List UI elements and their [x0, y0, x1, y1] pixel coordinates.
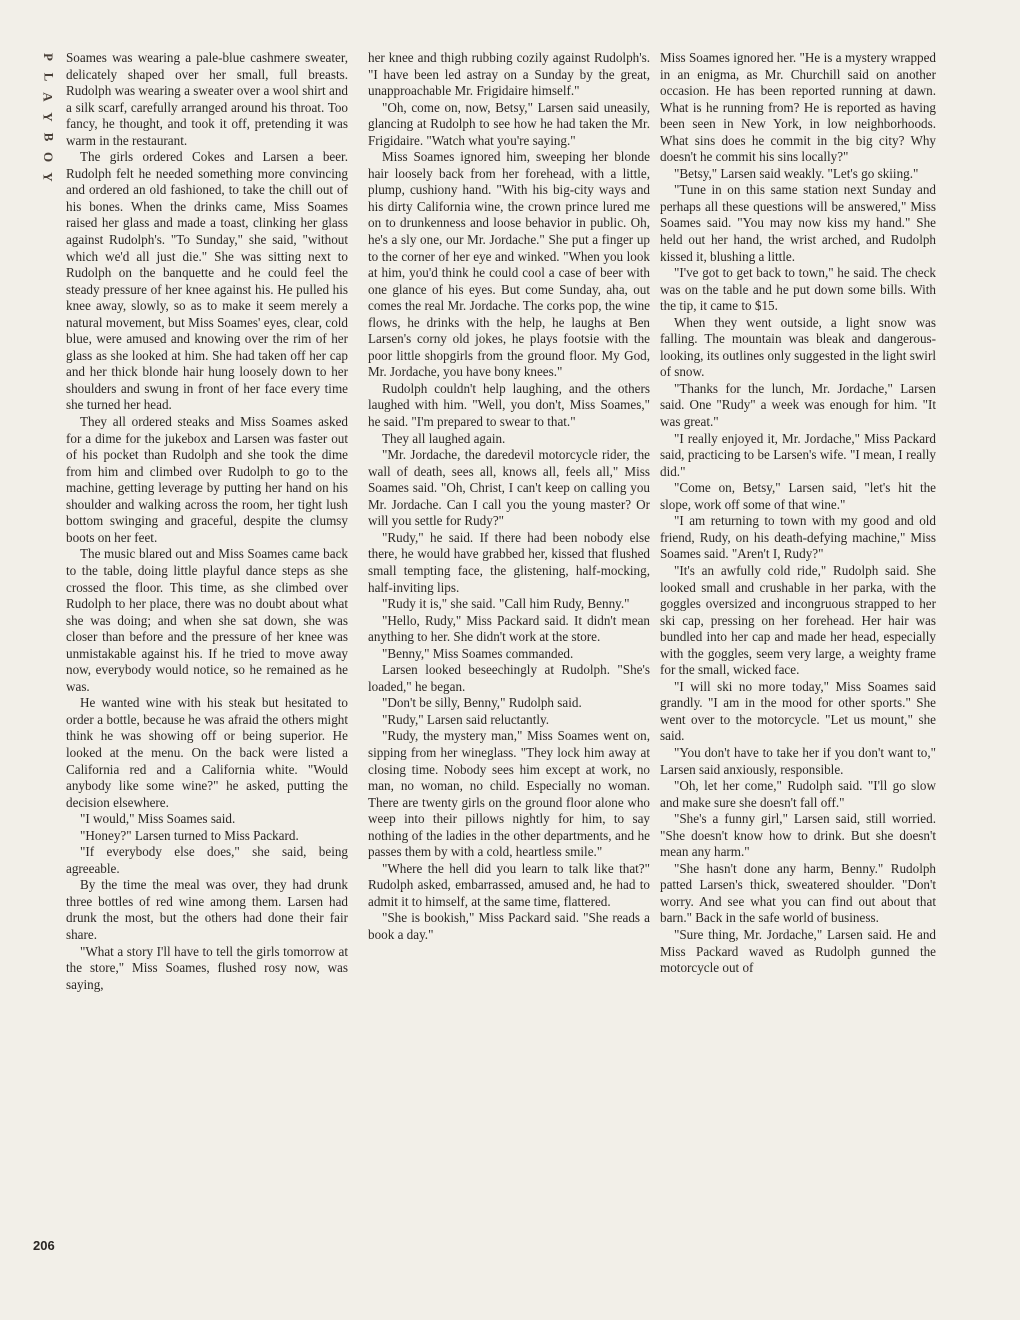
paragraph: Rudolph couldn't help laughing, and the others laughed with him. "Well, you don't, Miss Soames," he said. "I'm prepared to swear to that."	[368, 380, 650, 430]
magazine-letter: Y	[40, 172, 56, 182]
paragraph: Soames was wearing a pale-blue cashmere sweater, delicately shaped over her small, full breasts. Rudolph was wearing a sweater over a wool shirt and a silk scarf, carefully arranged around his throat. Too fancy, he thought, and took it off, pretending it was warm in the restaurant.	[66, 50, 348, 148]
paragraph: "Don't be silly, Benny," Rudolph said.	[382, 695, 582, 711]
paragraph: The music blared out and Miss Soames came back to the table, doing little playful dance steps as she crossed the floor. This time, as she climbed over Rudolph to her place, there was no doubt about what she was doing; and when she sat down, she was closer than before and the pressure of her knee was unmistakable against his. If he tried to move away now, everybody would notice, so he remained as he was.	[66, 546, 348, 694]
paragraph: When they went outside, a light snow was falling. The mountain was bleak and dangerous-looking, its outlines only suggested in the light swirl of snow.	[660, 314, 936, 380]
paragraph: "Where the hell did you learn to talk like that?" Rudolph asked, embarrassed, amused and, he had to admit it to himself, at the same time, flattered.	[368, 860, 650, 909]
paragraph: "Tune in on this same station next Sunday and perhaps all these questions will be answered," Miss Soames said. "You may now kiss my hand." She held out her hand, the wrist arched, and Rudolph kissed it, blushing a little.	[660, 182, 936, 264]
paragraph: "She's a funny girl," Larsen said, still worried. "She doesn't know how to drink. But she doesn't mean any harm."	[660, 811, 936, 860]
paragraph: Miss Soames ignored her. "He is a mystery wrapped in an enigma, as Mr. Churchill said on another occasion. He has been reported running at dawn. What is he running from? He is reported as having been seen in New York, in low neighborhoods. What sins does he commit in the big city? Why doesn't he commit his sins locally?"	[660, 50, 936, 165]
paragraph: The girls ordered Cokes and Larsen a beer. Rudolph felt he needed something more convincing and ordered an old fashioned, to take the chill out of his bones. When the drinks came, Miss Soames raised her glass and made a toast, clinking her glass against Rudolph's. "To Sunday," she said, "without which we'd all just die." She was sitting next to Rudolph on the banquette and he could feel the steady pressure of her knee against his. He pulled his knee away, slowly, so as to make it seem merely a natural movement, but Miss Soames' eyes, clear, cold blue, were amused and knowing over the rim of her glass as she looked at him. She had taken off her cap and her thick blonde hair hung loosely down to her shoulders and swung in front of her face every time she turned her head.	[66, 149, 348, 413]
paragraph: "What a story I'll have to tell the girls tomorrow at the store," Miss Soames, flushed rosy now, was saying,	[66, 943, 348, 992]
text-column-3	[660, 50, 936, 977]
paragraph: He wanted wine with his steak but hesitated to order a bottle, because he was afraid the others might think he was showing off or being superior. He looked at the menu. On the back were listed a California red and a California white. "Would anybody like some wine?" he asked, putting the decision elsewhere.	[66, 695, 348, 810]
text-column-1	[66, 50, 348, 993]
text-column-2	[368, 50, 650, 944]
paragraph: "Oh, come on, now, Betsy," Larsen said uneasily, glancing at Rudolph to see how he had taken the Mr. Frigidaire. "Watch what you're saying."	[368, 99, 650, 148]
paragraph: "I am returning to town with my good and old friend, Rudy, on his death-defying machine," Miss Soames said. "Aren't I, Rudy?"	[660, 513, 936, 562]
paragraph: "Rudy," he said. If there had been nobody else there, he would have grabbed her, kissed that flushed small tempting face, the glistening, half-mocking, half-inviting lips.	[368, 529, 650, 595]
paragraph: "Rudy it is," she said. "Call him Rudy, Benny."	[382, 596, 630, 612]
magazine-letter: A	[40, 92, 56, 102]
paragraph: "I've got to get back to town," he said. The check was on the table and he put down some bills. With the tip, it came to $15.	[660, 265, 936, 314]
paragraph: "Benny," Miss Soames commanded.	[382, 645, 574, 661]
magazine-letter: B	[40, 132, 56, 142]
paragraph: "Oh, let her come," Rudolph said. "I'll go slow and make sure she doesn't fall off."	[660, 778, 936, 810]
magazine-letter: L	[40, 72, 56, 82]
paragraph: "Mr. Jordache, the daredevil motorcycle rider, the wall of death, sees all, knows all, feels all," Miss Soames said. "Oh, Christ, I can't keep on calling you Mr. Jordache. Can I call you the young master? Or will you settle for Rudy?"	[368, 447, 650, 529]
paragraph: "I really enjoyed it, Mr. Jordache," Miss Packard said, practicing to be Larsen's wife. "I mean, I really did."	[660, 430, 936, 479]
paragraph: "Rudy," Larsen said reluctantly.	[382, 711, 550, 727]
magazine-letter: P	[40, 53, 56, 61]
paragraph: "Honey?" Larsen turned to Miss Packard.	[80, 827, 299, 843]
paragraph: "Thanks for the lunch, Mr. Jordache," Larsen said. One "Rudy" a week was enough for him. "It was great."	[660, 380, 936, 430]
magazine-letter: O	[41, 151, 56, 163]
paragraph: "Betsy," Larsen said weakly. "Let's go skiing."	[674, 165, 919, 181]
page-number: 206	[33, 1238, 55, 1253]
paragraph: "Hello, Rudy," Miss Packard said. It didn't mean anything to her. She didn't work at the store.	[368, 612, 650, 645]
paragraph: "I would," Miss Soames said.	[80, 811, 236, 827]
paragraph: Miss Soames ignored him, sweeping her blonde hair loosely back from her forehead, with a little, plump, cushiony hand. "With his big-city ways and his dirty California wine, the crown prince lured me on to drunkenness and loose behavior in public. Oh, he's a sly one, our Mr. Jordache." She put a finger up to the corner of her eye and winked. "When you look at him, you'd think he could cool a case of beer with one glance of his eyes. But come Sunday, aha, out comes the real Mr. Jordache. The corks pop, the wine flows, he drinks with the help, he laughs at Ben Larsen's corny old jokes, he plays footsie with the poor little shopgirls from the ground floor. My God, Mr. Jordache, you have bony knees."	[368, 149, 650, 380]
paragraph: "She is bookish," Miss Packard said. "She reads a book a day."	[368, 910, 650, 942]
paragraph: They all laughed again.	[382, 430, 506, 446]
paragraph: "If everybody else does," she said, being agreeable.	[66, 844, 348, 876]
paragraph: Larsen looked beseechingly at Rudolph. "She's loaded," he began.	[368, 662, 650, 694]
magazine-letter: Y	[40, 112, 56, 122]
paragraph: "She hasn't done any harm, Benny." Rudolph patted Larsen's thick, sweatered shoulder. "Don't worry. And see what you can find out about that barn." Back in the safe world of business.	[660, 860, 936, 926]
paragraph: "Rudy, the mystery man," Miss Soames went on, sipping from her wineglass. "They lock him away at closing time. Nobody sees him except at work, no man, no woman, no child. Especially no woman. There are twenty girls on the ground floor alone who weep into their pillows nightly for him, to say nothing of the ladies in the other departments, and he passes them by with a cold, heartless smile."	[368, 728, 650, 860]
paragraph: "Sure thing, Mr. Jordache," Larsen said. He and Miss Packard waved as Rudolph gunned the motorcycle out of	[660, 926, 936, 976]
paragraph: By the time the meal was over, they had drunk three bottles of red wine among them. Larsen had drunk the most, but the others had done their fair share.	[66, 877, 348, 942]
paragraph: "I will ski no more today," Miss Soames said grandly. "I am in the mood for other sports." She went over to the motorcycle. "Let us mount," she said.	[660, 678, 936, 744]
paragraph: "Come on, Betsy," Larsen said, "let's hit the slope, work off some of that wine."	[660, 480, 936, 512]
paragraph: They all ordered steaks and Miss Soames asked for a dime for the jukebox and Larsen was faster out of his pocket than Rudolph and she took the dime from him and climbed over Rudolph to go to the machine, getting leverage by putting her hand on his shoulder and walking across the room, her tight lush bottom swinging and graceful, despite the clumsy boots on her feet.	[66, 414, 348, 545]
paragraph: her knee and thigh rubbing cozily against Rudolph's. "I have been led astray on a Sunday by the great, unapproachable Mr. Frigidaire himself."	[368, 50, 650, 99]
paragraph: "You don't have to take her if you don't want to," Larsen said anxiously, responsible.	[660, 744, 936, 777]
paragraph: "It's an awfully cold ride," Rudolph said. She looked small and crushable in her parka, with the goggles oversized and incongruous strapped to her ski cap, pressing on her forehead. Her hair was bundled into her cap and made her head, especially with the goggles, seem very large, a weighty frame for the small, wicked face.	[660, 562, 936, 678]
magazine-name-vertical	[38, 48, 58, 186]
